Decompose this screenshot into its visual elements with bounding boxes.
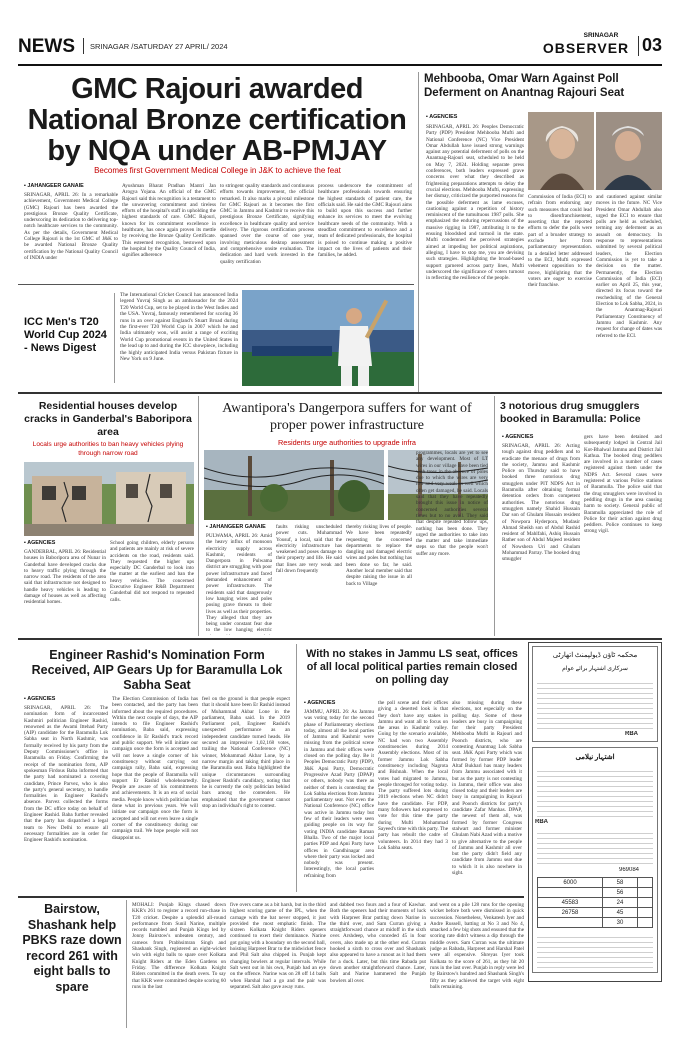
cricketer-photo <box>242 290 414 386</box>
notice-title: اشتہار نیلامی <box>575 753 615 761</box>
lead-byline: ▪ JAHANGEER GANAIE <box>24 183 84 189</box>
rashid-col-2: The Election Commission of India has been contacted, and the party has been informed about the required procedures. Within the next couple of days, the AIP intends to file Engineer Rashid's nomination, Baba said, expressing confidence in Er Rashid's track record and public support. We will initiate our campaign once the form is accepted and will not leave a single corner of his constituency without carrying out campaign rally, Baba said, expressing hope that the people of Baramulla will support Er Rashid wholeheartedly. People are aware of his commitments and achievements. It is an era of social media. People know which politician has done what in previous years. We will initiate our campaign once the form is accepted and will not even leave a single corner of the constituency during our campaign trail. We hope people will not disappoint us. <box>112 696 198 841</box>
awantipora-headline: Awantipora's Dangerpora suffers for want of proper power infrastructure <box>222 401 472 433</box>
smugglers-byline: ▪ AGENCIES <box>502 434 534 440</box>
lead-col-3: to stringent quality standards and continuous efforts towards improvement, the official remarked. It also marks a pivotal milestone for GMC Rajouri as it becomes the first GMC in Jammu and Kashmir to receive this prestigious Bronze Certificate, signifying excellence in healthcare quality and service delivery. The rigorous certification process spanned over the course of one year, involving meticulous desktop assessment and comprehensive onsite evaluation. The dedication and hard work invested in the quality certification <box>220 183 314 265</box>
ads-table-row <box>538 898 653 908</box>
ads-table-cell <box>538 888 603 898</box>
page-number: 03 <box>642 35 662 55</box>
power-lines-photo <box>204 450 384 520</box>
mehbooba-col-1: SRINAGAR, APRIL 26: Peoples Democratic Party (PDP) President Mehbooba Mufti and National Conference (NC) Vice President Omar Abdullah have issued strong warnings against any potential deferment of polls on the Anantnag-Rajouri seat, scheduled to be held on May 7, 2024. Holding separate press conferences, both leaders expressed grave concerns over what they described as frightening preparations attempts to delay the crucial elections. Mehbooba Mufti, expressing her dismay, criticized the purported reasons for the possible deferment as lame excuses, cautioning against a repetition of history reminiscent of the tumultuous 1987 polls. She emphasized the enduring repercussions of the massive rigging in 1987, attributing it to the ensuing bloodshed and turmoil in the state. Mufti condemned the perceived strategies aimed at impeding her political aspirations, alleging, I have to stop me, you are devising such strategies. Highlighting the broad-based support garnered across party lines, Mufti underscored the significance of voters turnout in reflecting the resilience of the people. <box>426 124 524 282</box>
smugglers-col-1: SRINAGAR, APRIL 26: Acting tough against drug peddlers and to eradicate the menace of drugs from the society, Jammu and Kashmir Police on Thursday said to have booked three notorious drug smugglers under PIT NDPS Act in Baramulla after obtaining formal detention orders from competent authorities. The notorious drug smugglers namely Shahid Hussain Dar son of Ghulam Hussain resident of Nowpora Hyderpora, Mudasir Ahmad Sheikh son of Abdul Rashid resident of Mahlfahi, Ashiq Hussain Rather son of Abdul Majeed resident of Nowshera Uri and Ghulam Mohammad Parray. The booked drug smuggler <box>502 443 580 563</box>
ads-table-cell <box>638 908 653 918</box>
rashid-col-1: SRINAGAR, APRIL 26: The nomination form of incarcerated Kashmiri politician Engineer Rashid, renowned as the Awami Ittehad Party (AIP) candidate for the Baramulla Lok Sabha seat in North Kashmir, was formally received by his party from the Deputy Commissioner's office in Baramulla on Friday. Confirming the receipt of the nomination form, AIP spokesman Firdous Baba informed that the party had nominated a covering candidate, Prince Parvez, who is also the party's general secretary, to handle formalities in Engineer Rashid's absence. Parvez collected the forms from the DC office today on behalf of Engineer Rashid. Baba further revealed that the party has dispatched a legal team to New Delhi to ensure all necessary formalities are in order for Engineer Rashid's nomination. <box>24 705 108 844</box>
awantipora-subhead: Residents urge authorities to upgrade infra <box>278 438 416 447</box>
classified-ads <box>528 642 662 982</box>
brand-logo: OBSERVER <box>542 40 630 56</box>
awantipora-col-3: thereby risking lives of people. We have been repeatedly requesting the concerned departments to replace the dangling and damaged electric wires and poles but nothing has been done so far, he said. Another local member said that despite raising the issue in all back to Village <box>346 524 412 587</box>
ads-table-cell <box>638 888 653 898</box>
ipl-col-2: five overs came as a bit harsh, but in the third highest scoring game of the IPL, when the carnage with the bat never stopped, it just provided the most emphatic finish. The sixteen Kolkata Knight Riders openers continued to exert their dominance. Narine got going with a boundary on the second ball, hoisting Harpreet Brar to the midwicket fence and Phil Salt also chipped in. Punjab kept changing bowlers at regular intervals. While Salt went out in his own, Punjab had an eye on the offence. Narine was on 28 off 14 balls when Harshal had a go and the pair was separated. Salt also gave away runs. <box>230 902 326 990</box>
ads-table-cell: 6000 <box>538 878 603 888</box>
residential-col-1: GANDERBAL, APRIL 26: Residential houses in Baboripora area of Nunar in Ganderbal have developed cracks due to heavy traffic plying through the narrow road. The residents of the area said that infrastructure not designed to handle heavy vehicles is leading to damage of houses as well as affecting residential homes. <box>24 549 106 606</box>
lead-col-1: SRINAGAR, APRIL 26: In a remarkable achievement, Government Medical College (GMC) Rajouri has been awarded the prestigious Bronze Quality Certificate, underscoring its dedication to delivering top-notch healthcare services to the community. As per the details, Government Medical College Rajouri is the 1st GMC of J&K to be awarded National Bronze Quality certification by the National Quality Council of INDIA under <box>24 192 118 261</box>
rashid-byline: ▪ AGENCIES <box>24 696 56 702</box>
awantipora-byline: ▪ JAHANGEER GANAIE <box>206 524 266 530</box>
jammu-col-1: JAMMU, APRIL 26: As Jammu was voting today for the second phase of Parliamentary elections today, almost all the local parties of Jammu and Kashmir were missing from the political scene in Jammu and their offices were closed on the polling day. Be it Peoples Democratic Party (PDP), J&K Apni Party, Democratic Progressive Azad Party (DPAP) or others, nobody was there as neither of them is contesting the Lok Sabha elections from Jammu parliamentary seat. Not even the National Conference (NC) office was active in Jammu today but few of their leaders were seen guiding people on its way for voting INDIA candidate Raman Bhalla. Two of the major local parties PDP and Apni Party have offices in Gandhinagar area where their party was locked and nobody was present. Interestingly, the local parties refraining from <box>304 709 374 879</box>
awantipora-col-4: programmes, locals are yet to see any development. Most of LT wires in our village have been tied with trees in the absence of poles due to which the wires are very low and very weak as well which often get damaged, he said. Locals said that they have repeatedly brought this issue in notice of concerned authorities several times but to no avail. They said that despite repeated follow ups, nothing has been done. They urged the authorities to take into the matter and take immediate steps so that the people won't suffer any more. <box>416 450 488 557</box>
ads-table-row <box>538 918 653 928</box>
ipl-col-1: MOHALI: Punjab Kings chased down KKR's 261 to register a record run-chase in T20 cricket. Despite a splendid all-round performance from Sunil Narine, multiple records tumbled and Punjab Kings led by Jonny Bairstow's unbeaten century, and cameos from Prabhsimran Singh and Shashank Singh, registered an eight-wicket win with eight balls to spare over Kolkata Knight Riders at the Eden Gardens on Friday. The difference Kolkata Knight Riders committed in the death overs. To say that KKR were committed despite scoring 60 runs in the last <box>132 902 226 990</box>
ipl-headline: Bairstow, Shashank help PBKS raze down record 261 with eight balls to spare <box>22 902 122 994</box>
mehbooba-byline: ▪ AGENCIES <box>426 114 458 120</box>
ipl-col-4: and went on a pile 128 runs for the opening wicket before both were dismissed in quick succession. Nonetheless, Venkatesh Iyer and Andre Russell, batting at No 3 and No 4, smacked a few big shots and ensured that the scoring rate didn't witness a dip through the middle overs. Sam Curran was the ultimate judge as Rabada, Harpreet and Harshal Patel were all expensive. Shreyas Iyer took Kolkata to the score of 261, as they hit 20 runs in the last over. Punjab in reply were led by Bairstow's hundred and Shashank Singh's fifty as they achieved the target with eight balls remaining. <box>430 902 524 990</box>
jammu-headline: With no stakes in Jammu LS seat, offices of all local political parties remain closed on polling day <box>306 648 518 686</box>
ads-table-row <box>538 888 653 898</box>
ads-table-cell: 56 <box>602 888 637 898</box>
ads-table <box>537 877 653 928</box>
ads-table-cell <box>538 918 603 928</box>
lead-col-2: Ayushman Bharat Pradhan Mantri Jan Arogya Yojana. An official of the GMC Rajouri said this recognition is a testament to the unwavering commitment and tireless efforts of the hospital's staff in upholding the highest standards of care. GMC Rajouri, known for its commitment excellence in healthcare, has once again proven its mettle by receiving the Bronze Quality Certificate. This esteemed recognition, bestowed upon the hospital by the Quality Council of India, signifies adherence <box>122 183 216 259</box>
residential-byline: ▪ AGENCIES <box>24 540 56 546</box>
dateline: SRINAGAR /SATURDAY 27 APRIL/ 2024 <box>90 42 228 51</box>
ads-table-cell <box>638 898 653 908</box>
mehbooba-col-2: Commission of India (ECI) to refrain from endorsing any such measures that could lead to disenfranchisement, asserting that the reported efforts to defer the polls were part of a broader strategy to exclude her from parliamentary representation. In a detailed letter addressed to the ECI, Mufti expressed vehement opposition to the move, highlighting that the voters are eager to exercise their franchise. <box>528 194 592 289</box>
icc-box-title: ICC Men's T20 World Cup 2024 - News Digest <box>24 316 107 354</box>
ads-table-cell: 24 <box>602 898 637 908</box>
ads-table-cell <box>638 918 653 928</box>
cracked-house-photo <box>24 462 194 536</box>
ads-table-cell: 58 <box>602 878 637 888</box>
ad-number: 969084 <box>619 867 640 873</box>
ads-table-cell: 26758 <box>538 908 603 918</box>
rba-label-2: RBA <box>535 819 548 825</box>
jammu-byline: ▪ AGENCIES <box>304 700 336 706</box>
rashid-headline: Engineer Rashid's Nomination Form Received, AIP Gears Up for Baramulla Lok Sabha Seat <box>31 648 283 692</box>
brand-top: SRINAGAR <box>583 32 619 39</box>
rba-label-1: RBA <box>625 731 638 737</box>
ads-table-cell <box>638 878 653 888</box>
ads-table-row <box>538 878 653 888</box>
smugglers-headline: 3 notorious drug smugglers booked in Baramulla: Police <box>500 400 641 425</box>
mehbooba-headline: Mehbooba, Omar Warn Against Poll Deferment on Anantnag Rajouri Seat <box>424 73 625 99</box>
section-label: NEWS <box>18 36 75 56</box>
ads-table-cell: 45583 <box>538 898 603 908</box>
smugglers-col-2: gers have been detained and subsequently lodged in Central Jail Kot-Bhalwal Jammu and District Jail Kathua. The booked drug peddlers are involved in a number of cases registered against them under the NDPS Act. Several cases were registered at various Police stations of Baramulla. The police said that the drug smugglers were involved in peddling drugs in the area causing harm to society. General public of Baramulla appreciated the role of Police for their action against drug peddlers. Police continues to keep strong vigil. <box>584 434 662 535</box>
ipl-col-3: and dabbed two fours and a four of Kawhar. Both the openers had their moments of luck with Harpreet Brar putting down Narine in the third over, and Sam Curran giving a straightforward chance at midoff in the sixth over. Arshdeep, who conceded 45 in four overs, also made up at the other end. Curran hooked a sixth to cross over and Shashank also appeared to have a runout as it had them for a duck. Later, but this time Rabada put down another straightforward chance. Later, Salt and Narine hammered the Punjab bowlers all over. <box>330 902 426 984</box>
lead-col-4: process underscore the commitment of healthcare professionals towards ensuring the highest standards of patient care, the officials said. He said the GMC Rajouri aims to build upon this success and further enhance its services to meet the evolving healthcare needs of the community. With a steadfast commitment to excellence and a team of dedicated professionals, the hospital is poised to continue making a positive impact on the lives of patients and their families, he added. <box>318 183 412 259</box>
urdu-header: محکمہ ٹاؤن ڈیولپمنٹ اتھارٹی <box>552 651 638 659</box>
residential-headline: Residential houses develop cracks in Ganderbal's Baboripora area <box>24 400 192 438</box>
awantipora-col-1: PULWAMA, APRIL 26: Amid the heavy influx of monsoon electricity supply across Kashmir, residents of Dangerpora in Pulwama district are struggling with poor power infrastructure and faced demanded enhancement of power infrastructure. The residents said that dangerously low hanging wires and poles posing grave threats to their lives as well as their properties. They alleged that they are being under constant fear due to the low hanging electric <box>206 533 272 634</box>
rashid-col-3: feel on the ground is that people expect that it should have been Er Rashid instead of Muhammad Akbar Lone in the parliament, Baba said. In the 2019 Parliament poll, Engineer Rashid's unexpected performance as an independent candidate turned heads. He secured an impressive 1,02,168 votes, trailing the National Conference (NC) winner, Mohammad Akbar Lone, by a narrow margin and taking third place in the Baramulla seat. Baba highlighted the unique circumstances surrounding Engineer Rashid's candidacy, noting that he is currently the only politician behind bars among the contenders. He emphasized that the government cannot stop an individual's right to contest. <box>202 696 290 810</box>
residential-subhead: Locals urge authorities to ban heavy vehicles plying through narrow road <box>32 441 184 457</box>
lead-subhead: Becomes first Government Medical College in J&K to achieve the feat <box>94 166 341 175</box>
awantipora-col-2: faults risking unscheduled power cuts. Muhammad Yousuf, a local, said that the electricity infrastructure has weakened and poses damage to their property and life. He said that lines are very weak and fall down frequently <box>276 524 342 575</box>
residential-col-2: School going children, elderly persons and patients are mainly at risk of severe accidents on the road, residents said. They requested the higher ups especially DC Ganderbal to look into the matter at the earliest and ban the heavy vehicles. The concerned Executive Engineer R&B Department Ganderbal did not respond to repeated calls. <box>110 540 194 603</box>
masthead <box>18 30 662 66</box>
ads-table-cell: 45 <box>602 908 637 918</box>
lead-headline: GMC Rajouri awarded National Bronze certification by NQA under AB-PMJAY <box>27 74 407 167</box>
ads-table-row <box>538 908 653 918</box>
jammu-col-3: also missing during these elections, not especially on the polling day. Some of these leaders are busy in campaigning for their party President Mehbooba Mufti in Rajouri and Poonch districts, who are contesting Anantnag Lok Sabha seat. J&K Apni Party which was formed by former PDP leader Altaf Bukhari has many leaders from Jammu associated with it but as the party is not contesting in Jammu, their office was also closed today and their leaders are busy in campaigning in Rajouri and Poonch districts for party's candidate Zafar Manhas. DPAP, the newest of them all, was formed by former Congress stalwart and former minister Ghulam Nabi Azad with a motive to give alternative to the people of Jammu and Kashmir all over but the party didn't field any candidate from Jammu seat due to which it is also nowhere in sight. <box>452 700 522 877</box>
leaders-photo <box>528 112 662 190</box>
urdu-subheader: سرکاری اشتہار برائے عوام <box>562 666 628 672</box>
icc-body: The International Cricket Council has announced India legend Yuvraj Singh as an ambassador for the 2024 T20 World Cup, set to be played in the West Indies and the USA. Yuvraj, famously remembered for scoring 36 runs in an over against England's Stuart Broad during the first-ever T20 World Cup in 2007 which he and India ultimately won, will assist a range of exciting World Cup promotional events in the United States in the lead up to and during the ICC showpiece, including the highly anticipated India versus Pakistan fixture in New York on 9 June. <box>120 292 238 363</box>
mehbooba-col-3: and cautioned against similar moves in the future. NC Vice President Omar Abdullah also urged the ECI to ensure that polls are held as scheduled, terming any deferment as an assault on democracy. In response to representations submitted by several political leaders, the Election Commission is yet to take a decision on the matter. Permanently, the Election Commission of India (ECI) earlier on April 25, this year, directed its focus toward the rescheduling of the General Election to Lok Sabha, 2024, in the Anantnag-Rajouri Parliamentary Constituency of Jammu and Kashmir. Any request for change of dates was referred to the ECI. <box>596 194 662 339</box>
ads-table-cell: 30 <box>602 918 637 928</box>
jammu-col-2: the poll scene and their offices giving a deserted look is that they don't have any stakes in Jammu and want all to focus on the areas in Kashmir valley. Going by the scenario available, NC had won two Assembly constituencies during 2014 Assembly elections. Most of its former Jammu Lok Sabha constituency including Nagrota and Bishnah. When the local votes had migrated to Jammu, people thronged for voting today. The party suffered lots during 2019 elections when NC didn't have the candidate. For PDP, many followers had expressed to vote for this time the party during Mufti Mohammad Sayeed's time with this party. The party has rebuilt the cadre of volunteers. In 2014 they had 3 Lok Sabha seats. <box>378 700 448 851</box>
